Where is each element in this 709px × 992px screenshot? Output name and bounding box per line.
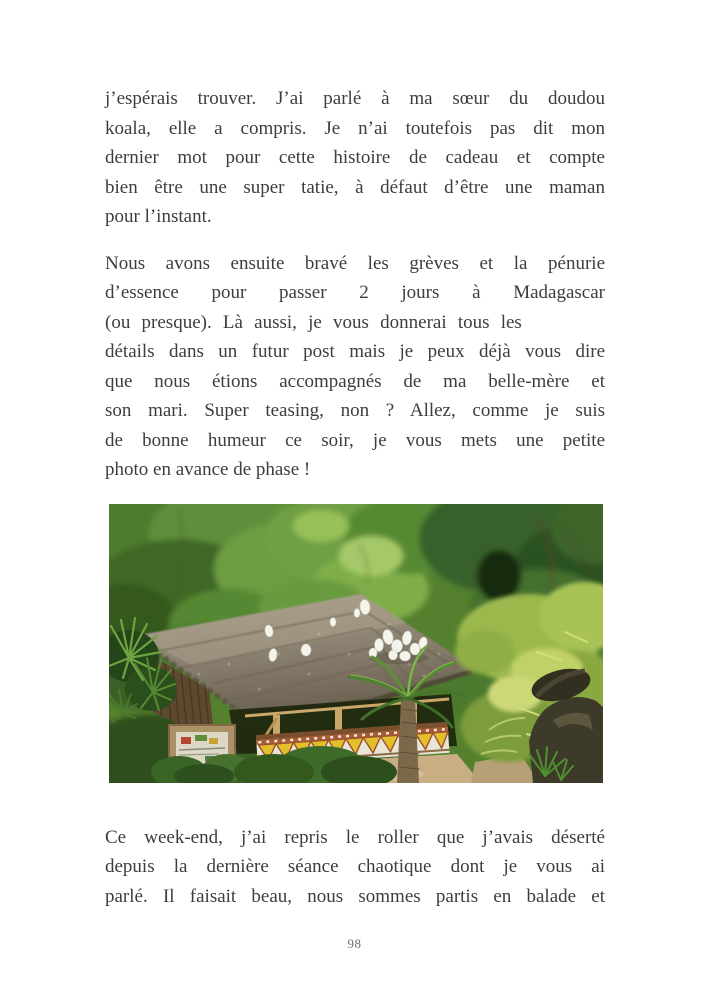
- text-line: que nous étions accompagnés de ma belle-mère et: [105, 370, 605, 392]
- hut-photo-illustration: [109, 504, 603, 783]
- text-line: depuis la dernière séance chaotique dont je vous ai: [105, 856, 605, 877]
- text-line: (ou presque). Là aussi, je vous donnerai tous les: [105, 311, 522, 333]
- paragraph-1: [105, 84, 605, 232]
- text-line: photo en avance de phase !: [105, 459, 311, 480]
- text-line: j’espérais trouver. J’ai parlé à ma sœur du doudou: [105, 88, 605, 109]
- paragraph-3: [105, 823, 605, 912]
- paragraph-2: [105, 249, 605, 485]
- text-line: de bonne humeur ce soir, je vous mets une petite: [105, 429, 605, 451]
- text-line: bien être une super tatie, à défaut d’être une maman: [105, 176, 605, 198]
- text-line: Ce week-end, j’ai repris le roller que j’avais déserté: [105, 826, 605, 848]
- page-number: 98: [347, 936, 362, 951]
- body-text: [105, 84, 605, 911]
- text-line: d’essence pour passer 2 jours à Madagascar: [105, 282, 605, 303]
- text-line: détails dans un futur post mais je peux déjà vous dire: [105, 341, 605, 362]
- text-line: Nous avons ensuite bravé les grèves et la pénurie: [105, 252, 605, 274]
- text-line: koala, elle a compris. Je n’ai toutefois pas dit mon: [105, 117, 605, 139]
- text-line: pour l’instant.: [105, 206, 212, 227]
- text-line: parlé. Il faisait beau, nous sommes partis en balade et: [105, 885, 605, 907]
- text-line: son mari. Super teasing, non ? Allez, comme je suis: [105, 400, 605, 421]
- hut-photo: [109, 504, 603, 783]
- text-line: dernier mot pour cette histoire de cadeau et compte: [105, 147, 605, 168]
